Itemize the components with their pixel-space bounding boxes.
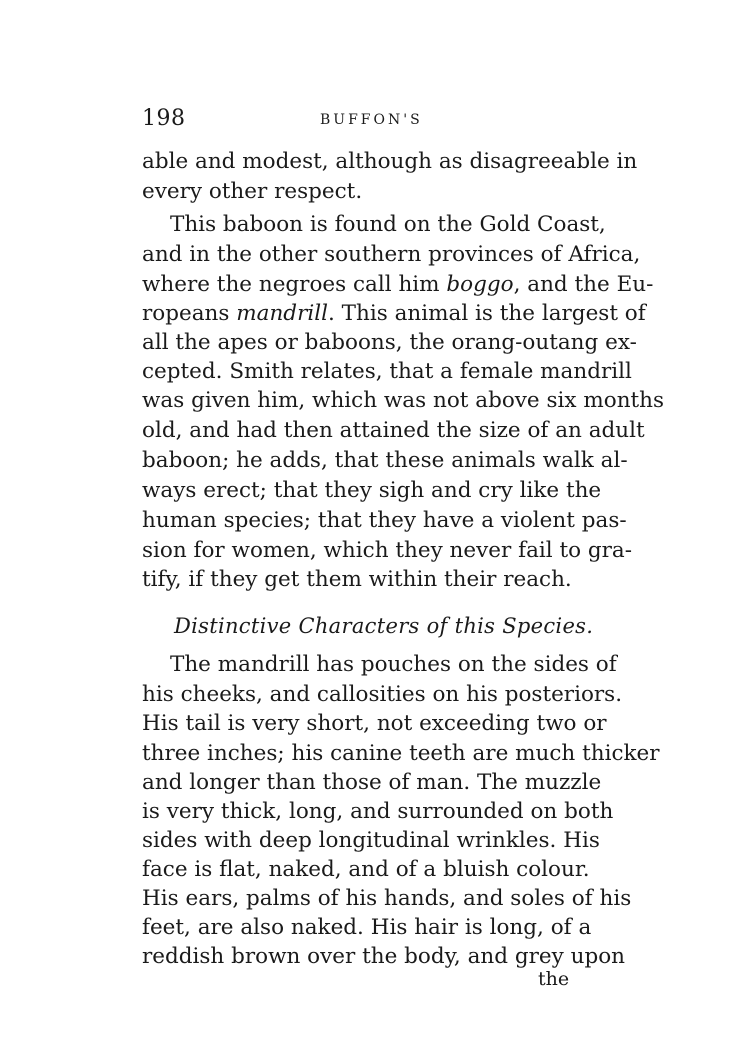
- text-line: cepted. Smith relates, that a female mandrill: [142, 359, 632, 384]
- text-line: tify, if they get them within their reach.: [142, 567, 572, 592]
- italic-word-mandrill: mandrill: [236, 301, 328, 326]
- catchword: the: [538, 968, 570, 990]
- text-line: face is flat, naked, and of a bluish colour.: [142, 857, 590, 882]
- text-line: where the negroes call him boggo, and the Eu-: [142, 272, 654, 297]
- text-line: reddish brown over the body, and grey upon: [142, 944, 625, 969]
- text-line: His ears, palms of his hands, and soles of his: [142, 886, 632, 911]
- page-number: 198: [142, 106, 186, 131]
- text-line: sion for women, which they never fail to gra-: [142, 538, 633, 563]
- text-line: feet, are also naked. His hair is long, of a: [142, 915, 592, 940]
- text-line: baboon; he adds, that these animals walk al-: [142, 448, 628, 473]
- text-line: and in the other southern provinces of Africa,: [142, 242, 641, 267]
- text-line: was given him, which was not above six months: [142, 388, 665, 413]
- text-line: three inches; his canine teeth are much thicker: [142, 741, 660, 766]
- text-line: This baboon is found on the Gold Coast,: [170, 212, 606, 237]
- text-line: and longer than those of man. The muzzle: [142, 770, 602, 795]
- text-line: is very thick, long, and surrounded on both: [142, 799, 614, 824]
- text-line: ropeans mandrill. This animal is the largest of: [142, 301, 646, 326]
- text-line: ways erect; that they sigh and cry like the: [142, 478, 602, 503]
- section-heading: Distinctive Characters of this Species.: [174, 614, 594, 638]
- text-line: old, and had then attained the size of an adult: [142, 418, 645, 443]
- text-line: The mandrill has pouches on the sides of: [170, 652, 617, 677]
- text-line: every other respect.: [142, 179, 363, 204]
- page-header: [142, 106, 582, 140]
- text-line: human species; that they have a violent pas-: [142, 508, 627, 533]
- italic-word-boggo: boggo: [446, 272, 514, 297]
- text-line: all the apes or baboons, the orang-outang ex-: [142, 330, 637, 355]
- running-head: BUFFON'S: [320, 112, 423, 128]
- text-line: sides with deep longitudinal wrinkles. His: [142, 828, 600, 853]
- text-line: able and modest, although as disagreeable in: [142, 149, 638, 174]
- text-line: His tail is very short, not exceeding two or: [142, 711, 607, 736]
- text-line: his cheeks, and callosities on his posteriors.: [142, 682, 623, 707]
